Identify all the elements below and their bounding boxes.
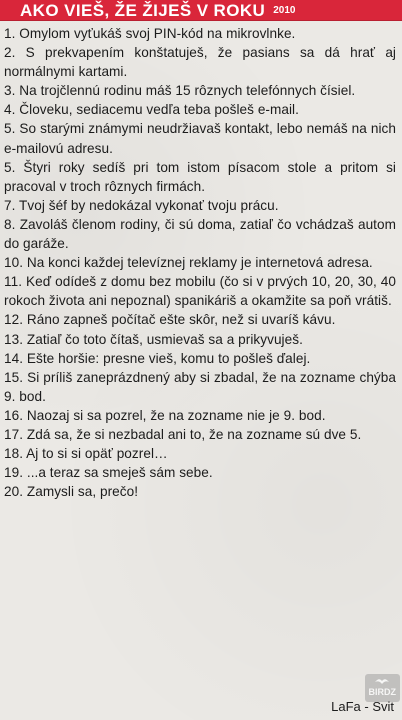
page-title: AKO VIEŠ, ŽE ŽIJEŠ V ROKU	[20, 0, 266, 20]
list-item: 1. Omylom vyťukáš svoj PIN-kód na mikrovlnke.	[4, 26, 296, 41]
list-item: 16. Naozaj si sa pozrel, že na zozname nie je 9. bod.	[4, 407, 326, 423]
list-item: 5. So starými známymi neudržiavaš kontakt, lebo nemáš na nich e-mailovú adresu.	[4, 121, 396, 156]
list-item: 19. ...a teraz sa smeješ sám sebe.	[4, 465, 213, 481]
list-item: 13. Zatiaľ čo toto čítaš, usmievaš sa a prikyvuješ.	[4, 331, 303, 347]
list-item: 15. Si príliš zaneprázdnený aby si zbadal, že na zozname chýba 9. bod.	[4, 369, 396, 404]
numbered-list	[4, 24, 396, 501]
header-year: 2010	[273, 4, 296, 16]
list-item: 10. Na konci každej televíznej reklamy je internetová adresa.	[4, 255, 373, 271]
list-item: 11. Keď odídeš z domu bez mobilu (čo si v prvých 10, 20, 30, 40 rokoch života ani nepoznal) spanikáriš a okamžite sa poň vrátiš.	[4, 274, 396, 309]
author-signature: LaFa - Svit	[331, 699, 394, 714]
list-item: 18. Aj to si si opäť pozrel…	[4, 446, 168, 462]
list-item: 3. Na trojčlennú rodinu máš 15 rôznych telefónnych čísiel.	[4, 83, 356, 99]
bird-icon	[374, 676, 390, 686]
watermark-logo	[365, 674, 401, 702]
list-item: 8. Zavoláš členom rodiny, či sú doma, zatiaľ čo vchádzaš autom do garáže.	[4, 216, 396, 252]
list-item: 17. Zdá sa, že si nezbadal ani to, že na zozname sú dve 5.	[4, 426, 362, 442]
list-item: 4. Človeku, sediacemu vedľa teba pošleš e-mail.	[4, 102, 299, 118]
header-banner	[0, 0, 402, 21]
list-item: 20. Zamysli sa, prečo!	[4, 484, 139, 500]
list-item: 14. Ešte horšie: presne vieš, komu to pošleš ďalej.	[4, 350, 311, 366]
list-item: 12. Ráno zapneš počítač ešte skôr, než si uvaríš kávu.	[4, 312, 336, 328]
list-item: 5. Štyri roky sedíš pri tom istom písacom stole a pritom si pracoval v troch rôznych firmách.	[4, 159, 396, 194]
watermark-text: BIRDZ	[368, 687, 396, 697]
list-item: 2. S prekvapením konštatuješ, že pasians sa dá hrať aj normálnymi kartami.	[4, 45, 396, 80]
list-item: 7. Tvoj šéf by nedokázal vykonať tvoju prácu.	[4, 197, 279, 213]
